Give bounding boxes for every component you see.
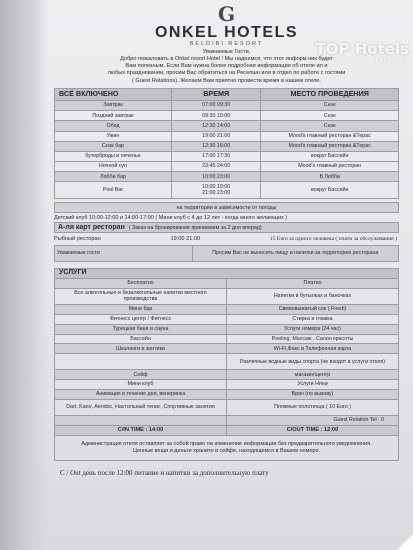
logo-mark-icon: G — [217, 2, 236, 26]
table-row: Все алкогольные и безалкогольные напитки местного производства Напитки в бутылках и баночках — [55, 288, 399, 304]
table-row: Различные водные виды спорта (не входят в услуги отеля) — [55, 354, 399, 370]
table-row: Анимация в течение дня, венеринка Врач (по вызову) — [55, 390, 399, 400]
weather-note: на территории в зависимости от погоды — [54, 202, 399, 213]
watermark: TOP Hotels ТУРИСТА — [315, 40, 409, 65]
table-row: Турецкая баня и сауна Услуги номера (24 час) — [55, 324, 399, 334]
admin-note: Администрация отеля оставляет за собой право на изменение информации без предварительного уведомления. Ценные вещи и деньги храните в сейфе, находящемся в Вашем номере. — [55, 435, 399, 460]
fish-restaurant-row: Рыбный ресторан 19:00 21:00 15 Euro за одного человека ( платн за обслуживание ) — [54, 236, 397, 243]
table-row: Обед 12:30 14:00 Снэк — [55, 121, 399, 131]
table-row: Pool Bar 10:00 19:00 21:00 23:00 вокруг Бассейн — [55, 182, 399, 199]
table-row: Сейф магазин\центр — [55, 370, 399, 380]
table-row: Лобби бар 10:00 23:00 В Лобби — [55, 172, 399, 182]
welcome-text: Уважаемые Гости, Добро пожаловать в Onkel resort Hotel ! Мы надеемся, что этот информ ник будет Вам полезным. Если Вам нужна более подробная информация об отеле ил и любых праздновании, просим Вас обратиться на Ресепшн или в отдел по работе с гостями ( Guest Relations). Желаем Вам приятно провести время в нашем отеле. — [107, 48, 346, 84]
brand-subtitle: BELDIBI RESORT — [189, 41, 264, 47]
table-row: Ужин 19:00 21:00 Mood's главный ресторан &Терас — [55, 131, 399, 141]
a-la-carte-header: А-ля карт ресторан ( Заказ на бронирование принимаем за 2 дня вперед) — [54, 222, 399, 233]
table-row: Мини клуб Услуги Няни — [55, 380, 399, 390]
table-row: Завтрак 07:00 09:30 Снэк — [55, 100, 399, 110]
brand-name: ONKEL HOTELS — [154, 24, 299, 41]
checkout-footer-note: C / Out день после 12:00 питание и напитки за дополнительную плату — [60, 468, 269, 477]
photo-shadow — [0, 0, 48, 550]
page-corner — [397, 534, 413, 550]
table-header: Бесплатно Платно — [55, 278, 399, 288]
table-row: Ночной суп 23:45 24:00 Mood's главный ресторан — [55, 162, 399, 172]
all-inclusive-table — [54, 88, 399, 200]
table-row: Снэк бар 12:30 16:00 Mood's главный ресторан &Терас — [55, 141, 399, 151]
table-row: Бассейн Peeling, Массаж , Салон красоты — [55, 334, 399, 344]
services-heading: УСЛУГИ — [55, 269, 399, 279]
checkin-checkout-row: C/IN TIME : 14:00 C/OUT TIME : 12:00 — [55, 425, 399, 435]
table-row: Guest Relation Tel : 0 — [55, 415, 399, 425]
table-row: бутерброды и печенье 17:00 17:30 вокруг Бассейн — [55, 151, 399, 161]
services-table — [54, 268, 399, 461]
table-row: Шезлонги и зонтики Wi-Fi,Факс и Телефонная карта — [55, 344, 399, 354]
notice-table: Уважаемые гости Просим Вас не выносить пищу и напитки за территорию ресторана — [54, 245, 399, 262]
table-row: Поздний завтрак 09:30 10:00 Снэк — [55, 111, 399, 121]
table-row: Фитнесс центр / Фитнесс Стирка и глажка — [55, 314, 399, 324]
kids-club-note: Детский клуб 10:00-12:00 и 14:00-17:00 ( Мини клуб с 4 до 12 лет - когда много желающих ) — [54, 215, 288, 222]
table-header: ВСЁ ВКЛЮЧЕНО ВРЕМЯ МЕСТО ПРОВЕДЕНИЯ — [55, 88, 399, 100]
table-row: Мини бар Свежевыжатый сок ( Fresh) — [55, 304, 399, 314]
table-row: Dart, Kano, Aerobic, Настольный тенис ,Спортивные занятия Пляжные полотенца ( 10 Euro ) — [55, 399, 399, 415]
